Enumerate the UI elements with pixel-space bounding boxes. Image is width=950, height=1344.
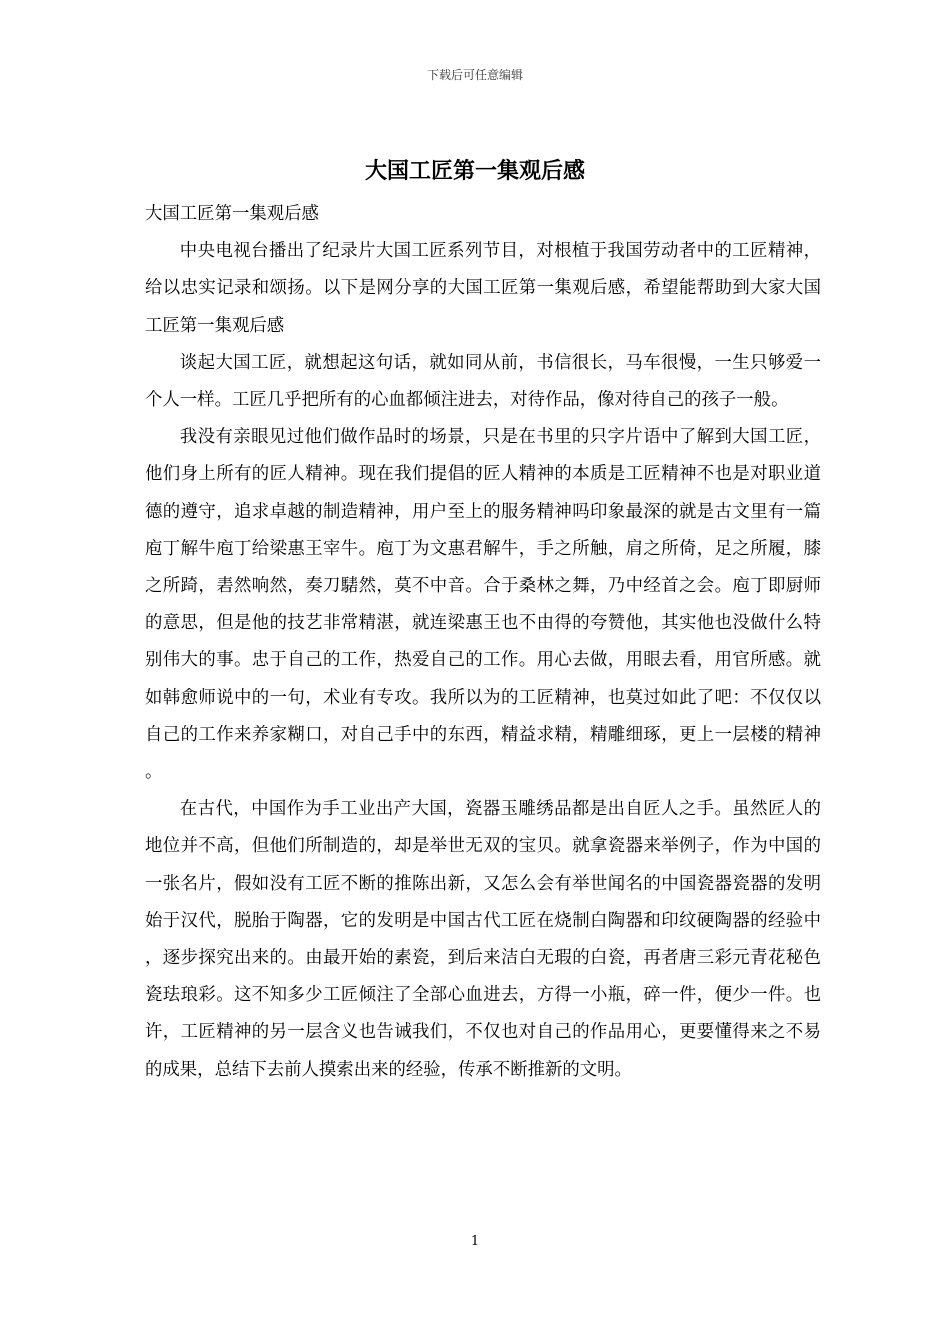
paragraph-porcelain-history: 在古代，中国作为手工业出产大国，瓷器玉雕绣品都是出自匠人之手。虽然匠人的地位并不高，但他们所制造的，却是举世无双的宝贝。就拿瓷器来举例子，作为中国的一张名片，假如没有工匠不断的推陈出新，又怎么会有举世闻名的中国瓷器瓷器的发明始于汉代，脱胎于陶器，它的发明是中国古代工匠在烧制白陶器和印纹硬陶器的经验中，逐步探究出来的。由最开始的素瓷，到后来洁白无瑕的白瓷，再者唐三彩元青花秘色瓷珐琅彩。这不知多少工匠倾注了全部心血进去，方得一小瓶，碎一件，便少一件。也许，工匠精神的另一层含义也告诫我们，不仅也对自己的作品用心，更要懂得来之不易的成果，总结下去前人摸索出来的经验，传承不断推新的文明。	[145, 799, 821, 1080]
paragraph-craftsman-love: 谈起大国工匠，就想起这句话，就如同从前，书信很长，马车很慢，一生只够爱一个人一样。工匠几乎把所有的心血都倾注进去，对待作品，像对待自己的孩子一般。	[145, 352, 821, 411]
document-title: 大国工匠第一集观后感	[364, 158, 585, 184]
page-header-note: 下载后可任意编辑	[426, 68, 523, 82]
document-body	[145, 196, 821, 1089]
page-number: 1	[470, 1234, 480, 1249]
paragraph-craftsman-spirit: 我没有亲眼见过他们做作品时的场景，只是在书里的只字片语中了解到大国工匠，他们身上所有的匠人精神。现在我们提倡的匠人精神的本质是工匠精神不也是对职业道德的遵守，追求卓越的制造精神，用户至上的服务精神吗印象最深的就是古文里有一篇庖丁解牛庖丁给梁惠王宰牛。庖丁为文惠君解牛，手之所触，肩之所倚，足之所履，膝之所踦，砉然响然，奏刀騞然，莫不中音。合于桑林之舞，乃中经首之会。庖丁即厨师的意思，但是他的技艺非常精湛，就连梁惠王也不由得的夸赞他，其实他也没做什么特别伟大的事。忠于自己的工作，热爱自己的工作。用心去做，用眼去看，用官所感。就如韩愈师说中的一句，术业有专攻。我所以为的工匠精神，也莫过如此了吧：不仅仅以自己的工作来养家糊口，对自己手中的东西，精益求精，精雕细琢，更上一层楼的精神。	[145, 427, 821, 783]
document-subtitle: 大国工匠第一集观后感	[145, 204, 319, 224]
paragraph-intro: 中央电视台播出了纪录片大国工匠系列节目，对根植于我国劳动者中的工匠精神，给以忠实记录和颂扬。以下是网分享的大国工匠第一集观后感，希望能帮助到大家大国工匠第一集观后感	[145, 241, 821, 336]
